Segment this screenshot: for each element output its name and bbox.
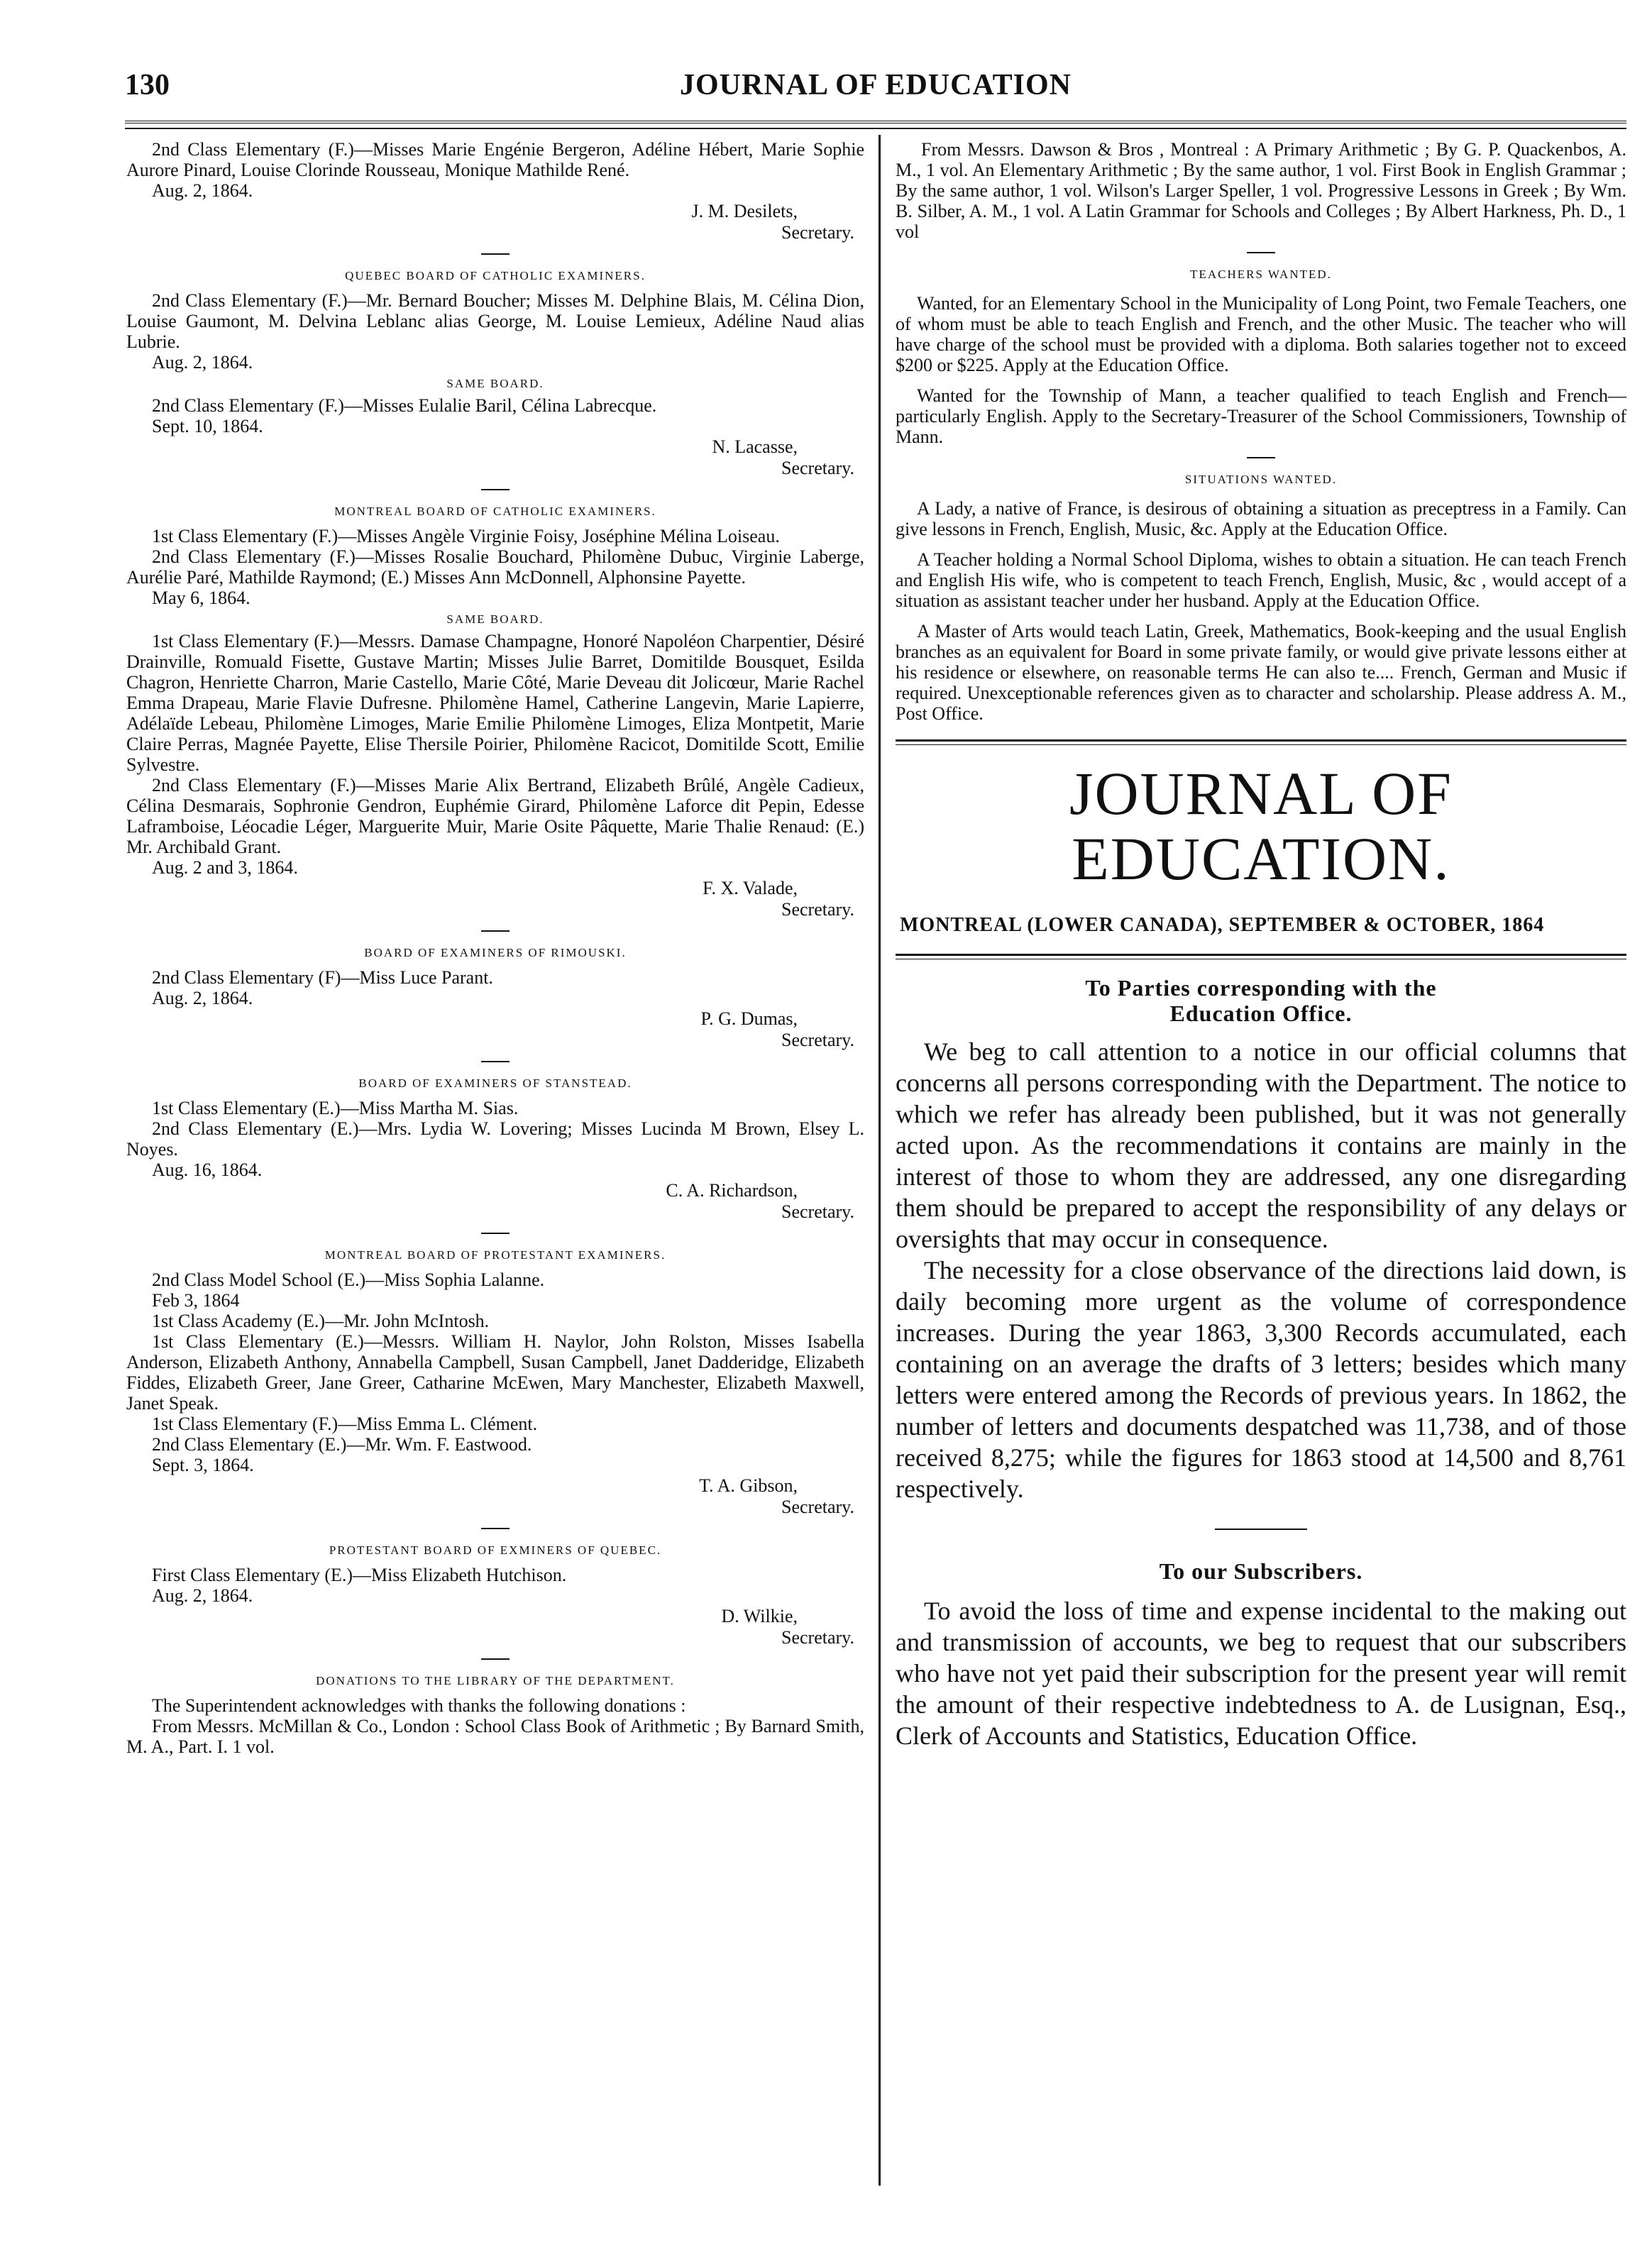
- signature-name: P. G. Dumas,: [700, 1008, 798, 1029]
- donation-entry: From Messrs. McMillan & Co., London : School Class Book of Arithmetic ; By Barnard Smith, M. A., Part. I. 1 vol.: [126, 1716, 864, 1757]
- separator-dash: [481, 1528, 510, 1529]
- exam-date: Aug. 2 and 3, 1864.: [152, 857, 298, 878]
- separator-dash: [481, 1061, 510, 1062]
- exam-entry: 2nd Class Elementary (E.)—Mr. Wm. F. Eastwood.: [152, 1434, 532, 1455]
- dateline-rule: [896, 954, 1626, 959]
- exam-entry: 1st Class Academy (E.)—Mr. John McIntosh.: [152, 1311, 490, 1331]
- signature: [126, 1180, 864, 1223]
- donations-heading: DONATIONS TO THE LIBRARY OF THE DEPARTMENT.: [316, 1674, 675, 1687]
- advertisement: A Master of Arts would teach Latin, Greek, Mathematics, Book-keeping and the usual English branches as an equivalent for Board in some private family, or would give private lessons either at his residence or elsewhere, on reasonable terms He can also te.... French, German and Music if required. Unexceptionable references given as to character and scholarship. Please address A. M., Post Office.: [896, 621, 1626, 724]
- separator-dash: [1247, 457, 1275, 458]
- advertisement: Wanted for the Township of Mann, a teacher qualified to teach English and French—particularly English. Apply to the Secretary-Treasurer of the School Commissioners, Township of Mann.: [896, 385, 1626, 447]
- signature-title: Secretary.: [781, 458, 854, 478]
- exam-entry: 2nd Class Elementary (F.)—Misses Rosalie Bouchard, Philomène Dubuc, Virginie Laberge, Aurélie Paré, Mathilde Raymond; (E.) Misses Ann McDonnell, Alphonsine Payette.: [126, 546, 864, 588]
- board-heading: BOARD OF EXAMINERS OF STANSTEAD.: [358, 1076, 632, 1090]
- exam-entry: 1st Class Elementary (E.)—Messrs. William H. Naylor, John Rolston, Misses Isabella Anderson, Elizabeth Anthony, Annabella Campbell, Susan Campbell, Janet Dadderidge, Elizabeth Fiddes, Elizabeth Greer, Jane Greer, Catharine McEwen, Mary Manchester, Elizabeth Maxwell, Janet Speak.: [126, 1331, 864, 1414]
- situations-wanted-heading: SITUATIONS WANTED.: [1184, 473, 1338, 486]
- signature-title: Secretary.: [781, 222, 854, 243]
- exam-entry: 2nd Class Elementary (F.)—Misses Marie Engénie Bergeron, Adéline Hébert, Marie Sophie Aurore Pinard, Louise Clorinde Rousseau, Monique Mathilde René.: [126, 139, 864, 180]
- masthead-rule: [896, 739, 1626, 745]
- notice-heading-line2: Education Office.: [1169, 1001, 1353, 1026]
- signature-title: Secretary.: [781, 1627, 854, 1648]
- exam-date: Sept. 10, 1864.: [152, 416, 263, 436]
- exam-entry: 2nd Class Model School (E.)—Miss Sophia Lalanne.: [152, 1270, 545, 1290]
- running-title: JOURNAL OF EDUCATION: [679, 69, 1072, 101]
- notice-paragraph: We beg to call attention to a notice in our official columns that concerns all persons corresponding with the Department. The notice to which we refer has already been published, but it was not generally acted upon. As the recommendations it contains are mainly in the interest of those to whom they are addressed, any one disregarding them should be prepared to accept the responsibility of any delays or oversights that may occur in consequence.: [896, 1037, 1626, 1253]
- exam-date: Aug. 16, 1864.: [152, 1160, 263, 1180]
- exam-entry: 1st Class Elementary (E.)—Miss Martha M. Sias.: [152, 1098, 519, 1118]
- donation-entry: From Messrs. Dawson & Bros , Montreal : A Primary Arithmetic ; By G. P. Quackenbos, A. M., 1 vol. An Elementary Arithmetic ; By the same author, 1 vol. First Book in English Grammar ; By the same author, 1 vol. Wilson's Larger Speller, 1 vol. Progressive Lessons in Greek ; By Wm. B. Silber, A. M., 1 vol. A Latin Grammar for Schools and Colleges ; By Albert Harkness, Ph. D., 1 vol: [896, 139, 1626, 242]
- separator-dash: [481, 930, 510, 932]
- exam-date: May 6, 1864.: [152, 588, 250, 608]
- signature: [126, 1606, 864, 1648]
- signature: [126, 1008, 864, 1051]
- advertisement: A Lady, a native of France, is desirous of obtaining a situation as preceptress in a Family. Can give lessons in French, English, Music, &c. Apply at the Education Office.: [896, 498, 1626, 539]
- page-number: 130: [125, 69, 170, 101]
- section-rule: [1215, 1529, 1307, 1530]
- separator-dash: [481, 1233, 510, 1234]
- exam-date: Feb 3, 1864: [152, 1290, 240, 1311]
- board-subheading: SAME BOARD.: [446, 612, 544, 626]
- exam-entry: 2nd Class Elementary (F)—Miss Luce Parant.: [152, 967, 493, 988]
- issue-dateline: MONTREAL (LOWER CANADA), SEPTEMBER & OCTOBER, 1864: [900, 914, 1545, 936]
- exam-date: Aug. 2, 1864.: [152, 180, 253, 201]
- exam-entry: 1st Class Elementary (F.)—Miss Emma L. Clément.: [152, 1414, 538, 1434]
- board-heading: PROTESTANT BOARD OF EXMINERS OF QUEBEC.: [329, 1543, 662, 1557]
- signature: [126, 1475, 864, 1518]
- notice-heading: To Parties corresponding with the: [1085, 975, 1437, 1001]
- separator-dash: [481, 253, 510, 255]
- advertisement: Wanted, for an Elementary School in the Municipality of Long Point, two Female Teachers, one of whom must be able to teach English and French, and the other Music. The teacher who will have charge of the school must be provided with a diploma. Both salaries together not to exceed $200 or $225. Apply at the Education Office.: [896, 293, 1626, 375]
- teachers-wanted-heading: TEACHERS WANTED.: [1190, 268, 1332, 281]
- exam-entry: 2nd Class Elementary (E.)—Mrs. Lydia W. Lovering; Misses Lucinda M Brown, Elsey L. Noyes.: [126, 1118, 864, 1160]
- masthead-title: JOURNAL OF EDUCATION.: [1069, 759, 1453, 893]
- signature: [126, 878, 864, 920]
- exam-date: Aug. 2, 1864.: [152, 352, 253, 373]
- signature: [126, 201, 864, 243]
- signature-title: Secretary.: [781, 1201, 854, 1222]
- separator-dash: [481, 489, 510, 490]
- exam-entry: 1st Class Elementary (F.)—Messrs. Damase Champagne, Honoré Napoléon Charpentier, Désiré Drainville, Romuald Fisette, Gustave Martin; Misses Julie Barret, Domitilde Bousquet, Esilda Chagron, Henriette Charron, Marie Castello, Marie Côté, Marie Deveau dit Jolicœur, Marie Rachel Emma Drapeau, Marie Flavie Dufresne. Philomène Hamel, Catherine Langevin, Marie Lapierre, Adélaïde Lebeau, Philomène Limoges, Marie Emilie Philomène Limoges, Eliza Montpetit, Marie Claire Perras, Magnée Payette, Elise Thersile Poirier, Philomène Racicot, Domitilde Scott, Emilie Sylvestre.: [126, 631, 864, 775]
- subscribers-heading: To our Subscribers.: [1159, 1558, 1363, 1584]
- separator-dash: [1247, 252, 1275, 253]
- column-divider: [879, 135, 881, 2186]
- signature-title: Secretary.: [781, 1497, 854, 1517]
- right-column: [896, 139, 1626, 1751]
- board-heading: MONTREAL BOARD OF CATHOLIC EXAMINERS.: [334, 505, 656, 518]
- exam-entry: 1st Class Elementary (F.)—Misses Angèle Virginie Foisy, Joséphine Mélina Loiseau.: [152, 526, 780, 546]
- page-header: [125, 62, 1626, 106]
- signature-name: T. A. Gibson,: [699, 1475, 798, 1496]
- signature-name: C. A. Richardson,: [666, 1180, 798, 1201]
- signature: [126, 436, 864, 479]
- notice-paragraph: The necessity for a close observance of the directions laid down, is daily becoming more urgent as the volume of correspondence increases. During the year 1863, 3,300 Records accumulated, each containing on an average the drafts of 3 letters; besides which many letters were entered among the Records of previous years. In 1862, the number of letters and documents despatched was 11,738, and of those received 8,275; while the figures for 1863 stood at 14,500 and 8,761 respectively.: [896, 1256, 1626, 1503]
- separator-dash: [481, 1658, 510, 1660]
- header-rule: [125, 121, 1626, 129]
- signature-name: D. Wilkie,: [721, 1606, 798, 1626]
- board-heading: MONTREAL BOARD OF PROTESTANT EXAMINERS.: [324, 1248, 666, 1262]
- signature-name: N. Lacasse,: [712, 436, 798, 457]
- signature-name: F. X. Valade,: [703, 878, 798, 898]
- board-heading: BOARD OF EXAMINERS OF RIMOUSKI.: [364, 946, 627, 959]
- signature-title: Secretary.: [781, 1030, 854, 1050]
- exam-entry: 2nd Class Elementary (F.)—Misses Eulalie Baril, Célina Labrecque.: [152, 395, 657, 416]
- donations-intro: The Superintendent acknowledges with thanks the following donations :: [152, 1695, 686, 1716]
- left-column: [126, 139, 864, 1757]
- exam-date: Sept. 3, 1864.: [152, 1455, 254, 1475]
- signature-title: Secretary.: [781, 899, 854, 920]
- exam-entry: 2nd Class Elementary (F.)—Mr. Bernard Boucher; Misses M. Delphine Blais, M. Célina Dion, Louise Gaumont, M. Delvina Leblanc alias George, M. Louise Lemieux, Adéline Naud alias Lubrie.: [126, 290, 864, 352]
- exam-entry: First Class Elementary (E.)—Miss Elizabeth Hutchison.: [152, 1565, 567, 1585]
- exam-entry: 2nd Class Elementary (F.)—Misses Marie Alix Bertrand, Elizabeth Brûlé, Angèle Cadieux, Célina Desmarais, Sophronie Gendron, Euphémie Girard, Philomène Laforce dit Pepin, Edesse Laframboise, Léocadie Léger, Marguerite Muir, Marie Osite Pâquette, Marie Thalie Renaud: (E.) Mr. Archibald Grant.: [126, 775, 864, 857]
- board-subheading: SAME BOARD.: [446, 377, 544, 390]
- subscribers-paragraph: To avoid the loss of time and expense incidental to the making out and transmission of accounts, we beg to request that our subscribers who have not yet paid their subscription for the present year will remit the amount of their respective indebtedness to A. de Lusignan, Esq., Clerk of Accounts and Statistics, Education Office.: [896, 1597, 1626, 1750]
- exam-date: Aug. 2, 1864.: [152, 988, 253, 1008]
- advertisement: A Teacher holding a Normal School Diploma, wishes to obtain a situation. He can teach French and English His wife, who is competent to teach French, English, Music, &c , would accept of a situation as assistant teacher under her husband. Apply at the Education Office.: [896, 549, 1626, 611]
- board-heading: QUEBEC BOARD OF CATHOLIC EXAMINERS.: [345, 269, 646, 282]
- exam-date: Aug. 2, 1864.: [152, 1585, 253, 1606]
- signature-name: J. M. Desilets,: [691, 201, 798, 221]
